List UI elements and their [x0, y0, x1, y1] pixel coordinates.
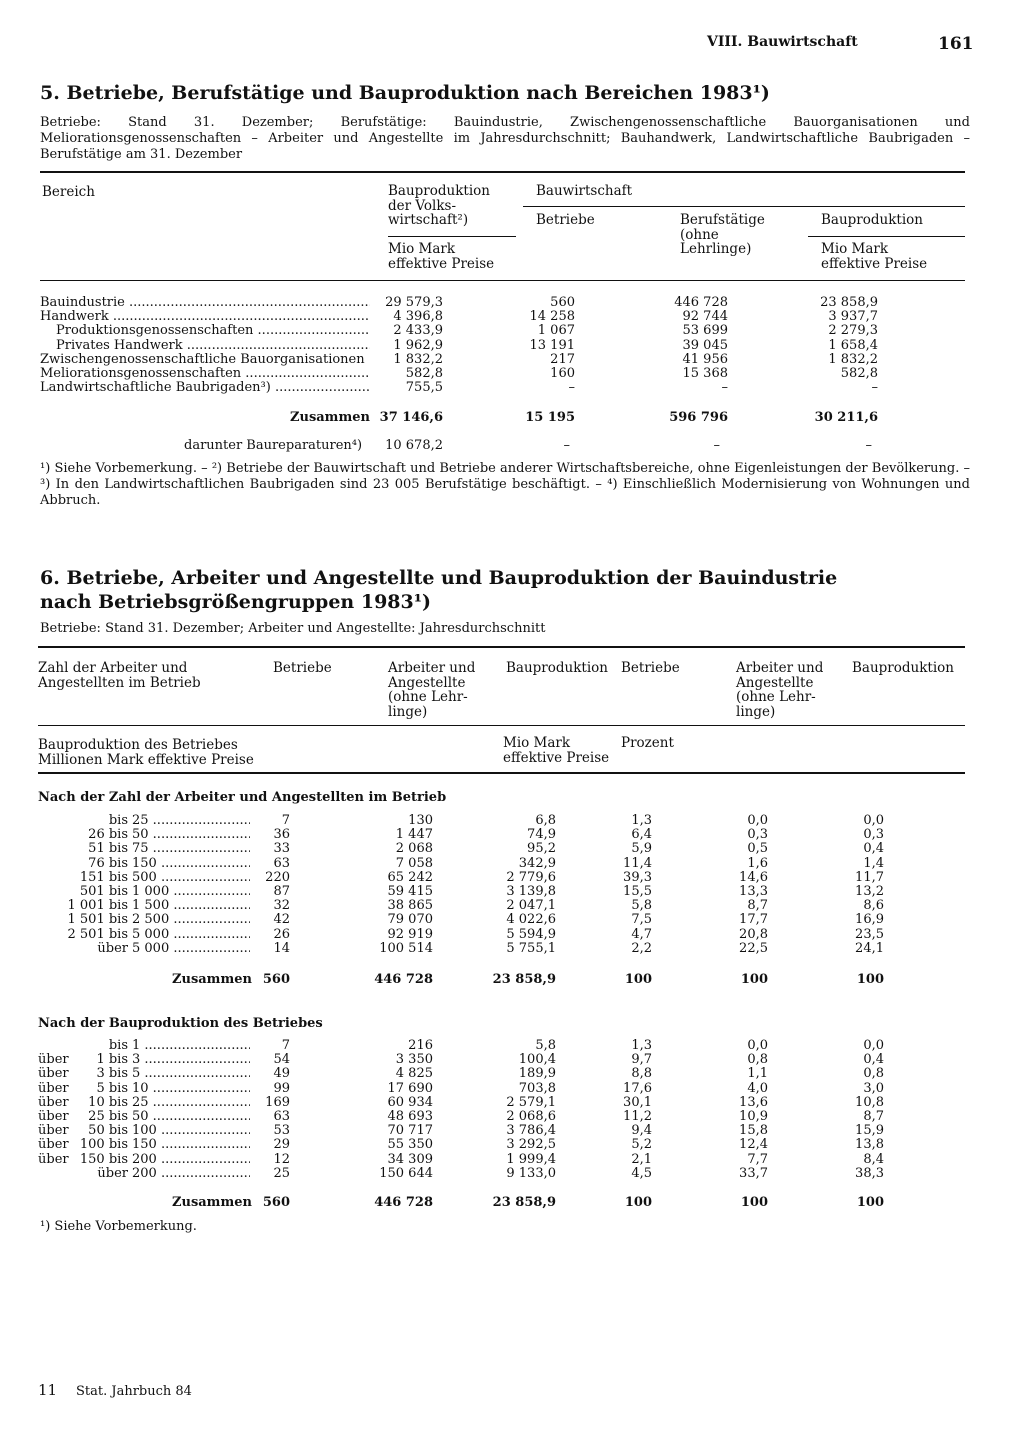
t6-g2-prefix: über: [38, 1080, 69, 1096]
t6-g1-value: 7,5: [631, 912, 652, 928]
t6-g1-to: 1 000 .....: [132, 884, 250, 899]
t6-g2-to: 3 .....: [132, 1052, 250, 1067]
t6-g2-value: 4 825: [395, 1066, 433, 1082]
t6-g2-value: 49: [273, 1066, 290, 1082]
t6-g2-value: 48 693: [387, 1109, 433, 1124]
t6-g2-value: 55 350: [387, 1137, 433, 1153]
t6-g1-value: 5,8: [631, 898, 652, 914]
t6-g1-from: 26 bis: [88, 827, 128, 843]
t6-g1-value: 92 919: [387, 926, 433, 942]
t6-g1-value: 11,7: [855, 869, 884, 885]
t6-g2-to: 5 .....: [132, 1066, 250, 1081]
t6-g2-prefix: über: [38, 1137, 69, 1153]
t6-g2-value: 12,4: [739, 1137, 768, 1153]
t6-g1-value: 1 447: [395, 827, 433, 843]
t6-g1-to: 1 500 .....: [132, 898, 250, 913]
t6-g2-total-value: 560: [262, 1195, 290, 1210]
t6-g1-from: 1 501 bis: [67, 912, 128, 928]
t6-g1-value: 15,5: [623, 884, 652, 899]
t6-g1-value: 13,3: [739, 884, 768, 899]
t6-g2-from: über: [97, 1165, 128, 1181]
t6-g2-value: 8,4: [863, 1151, 884, 1167]
t5-col-berufstaetige: Berufstätige (ohne Lehrlinge): [680, 212, 765, 257]
t6-g2-value: 3 786,4: [506, 1123, 556, 1139]
t6-g1-value: 63: [273, 855, 290, 871]
t5-total-v3: 596 796: [669, 410, 728, 425]
t6-g1-total-label: Zusammen: [172, 972, 252, 987]
t5-row-label: Bauindustrie .....: [40, 295, 370, 310]
t6-g2-value: 9,4: [631, 1123, 652, 1139]
t5-darunter-v4: –: [865, 438, 872, 453]
t6-g1-value: 5,9: [631, 841, 652, 857]
t5-row-v2: 14 258: [529, 309, 575, 325]
t5-row-label: Zwischengenossenschaftliche Bauorganisationen .....: [40, 352, 370, 367]
t6-g1-value: 4,7: [631, 926, 652, 942]
t6-g2-total-value: 23 858,9: [492, 1195, 556, 1210]
t6-col-betriebe: Betriebe: [273, 660, 332, 676]
t6-g2-value: 30,1: [623, 1094, 652, 1110]
t6-g1-to: 75 .....: [132, 841, 250, 856]
t6-g1-value: 1,4: [863, 855, 884, 871]
t6-g1-to: 150 .....: [132, 856, 250, 871]
t6-g1-from: 51 bis: [88, 841, 128, 857]
t6-g2-from: 5 bis: [96, 1080, 128, 1096]
t6-g2-value: 17 690: [387, 1080, 433, 1096]
t6-col-arbeiter-pct: Arbeiter und Angestellte (ohne Lehrlinge): [736, 660, 824, 720]
t6-g2-value: 29: [273, 1137, 290, 1153]
t5-row-v4: 1 832,2: [828, 351, 878, 367]
t6-g1-to: 25 .....: [132, 813, 250, 828]
t6-unit-mio: Mio Mark effektive Preise: [503, 735, 610, 766]
t6-g1-value: 2 779,6: [506, 869, 556, 885]
t5-row-v3: 53 699: [682, 323, 728, 339]
t5-row-v1: 4 396,8: [393, 309, 443, 325]
t6-g1-total-value: 23 858,9: [492, 972, 556, 987]
t6-g2-from: 3 bis: [96, 1066, 128, 1082]
t5-row-v3: 41 956: [682, 351, 728, 367]
t6-g2-value: 3,0: [863, 1080, 884, 1096]
t6-g1-value: 95,2: [527, 841, 556, 857]
t5-row-v1: 29 579,3: [385, 295, 443, 310]
t5-row-label: Produktionsgenossenschaften .....: [56, 323, 370, 338]
t5-darunter-v2: –: [563, 438, 570, 453]
t6-g1-value: 0,3: [747, 827, 768, 843]
t5-row-v3: 92 744: [682, 309, 728, 325]
footer-page: 11: [38, 1381, 58, 1399]
t6-g2-value: 33,7: [739, 1165, 768, 1181]
t5-row-v3: –: [721, 380, 728, 396]
t6-g1-value: 74,9: [527, 827, 556, 843]
t6-g2-value: 4,0: [747, 1080, 768, 1096]
t6-g2-prefix: über: [38, 1151, 69, 1167]
t6-g2-value: 0,4: [863, 1052, 884, 1068]
t6-g1-total-value: 100: [856, 972, 884, 987]
t5-row-v2: 217: [550, 351, 575, 367]
t6-g1-value: 33: [273, 841, 290, 857]
t5-row-v3: 15 368: [682, 366, 728, 381]
t6-g2-from: 10 bis: [88, 1094, 128, 1110]
t6-g2-value: 54: [273, 1052, 290, 1068]
t6-unit-prozent: Prozent: [621, 735, 674, 751]
t5-row-v4: 23 858,9: [820, 295, 878, 310]
t6-mid-rule: [38, 725, 965, 726]
t6-g1-value: 6,4: [631, 827, 652, 843]
t5-col-bauprod-vw: Bauproduktion der Volkswirtschaft²): [388, 183, 490, 228]
t6-g1-to: 5 000 .....: [132, 941, 250, 956]
t5-row-v1: 755,5: [405, 380, 443, 396]
t6-g2-value: 2 579,1: [506, 1094, 556, 1110]
t6-g2-to: 150 .....: [132, 1137, 250, 1152]
t6-g1-value: 32: [273, 898, 290, 914]
t6-g1-value: 87: [273, 884, 290, 899]
t6-g1-value: 5 594,9: [506, 926, 556, 942]
t5-col-bereich: Bereich: [42, 184, 95, 200]
t6-g1-from: über: [97, 940, 128, 956]
t6-g1-to: 500 .....: [132, 870, 250, 885]
t6-header-rule: [38, 772, 965, 774]
t5-row-v3: 39 045: [682, 337, 728, 353]
t6-g2-prefix: über: [38, 1109, 69, 1124]
t6-col-arbeiter: Arbeiter und Angestellte (ohne Lehrlinge): [388, 660, 476, 720]
t6-g1-value: 23,5: [855, 926, 884, 942]
t6-g1-value: 342,9: [518, 855, 556, 871]
t5-row-v1: 582,8: [405, 366, 443, 381]
t6-g1-total-value: 100: [740, 972, 768, 987]
t6-g2-value: 0,8: [863, 1066, 884, 1082]
t6-g1-value: 38 865: [387, 898, 433, 914]
table6-title-line1: 6. Betriebe, Arbeiter und Angestellte und Bauproduktion der Bauindustrie: [40, 567, 838, 589]
t6-g2-value: 703,8: [518, 1080, 556, 1096]
t5-unit-1: Mio Mark effektive Preise: [388, 241, 495, 272]
t6-col-bauproduktion-pct: Bauproduktion: [852, 660, 954, 676]
t6-g1-to: 2 500 .....: [132, 912, 250, 927]
t6-g1-value: 59 415: [387, 884, 433, 899]
t6-g2-value: 150 644: [379, 1165, 433, 1181]
t6-g1-title: Nach der Zahl der Arbeiter und Angestellten im Betrieb: [38, 790, 447, 805]
t6-g1-value: 24,1: [855, 940, 884, 956]
t6-g1-value: 2 068: [395, 841, 433, 857]
t6-col-bauproduktion: Bauproduktion: [506, 660, 608, 676]
t6-g2-value: 10,8: [855, 1094, 884, 1110]
t6-g2-value: 0,8: [747, 1052, 768, 1068]
t5-row-v2: –: [568, 380, 575, 396]
t6-g2-value: 9,7: [631, 1052, 652, 1068]
t5-unit-rule-2: [808, 236, 965, 237]
t6-g1-value: 130: [408, 813, 433, 828]
t6-g1-value: 8,7: [747, 898, 768, 914]
t6-g2-value: 1,1: [747, 1066, 768, 1082]
t5-row-label: Landwirtschaftliche Baubrigaden³) .....: [40, 380, 370, 395]
t5-row-v2: 13 191: [529, 337, 575, 353]
table5-footnote: ¹) Siehe Vorbemerkung. – ²) Betriebe der Bauwirtschaft und Betriebe anderer Wirtschaftsbereiche, ohne Eigenleistungen der Bevölkerung. – ³) In den Landwirtschaftlichen Baubrigaden sind 23 005 Berufstätige beschäftigt. – ⁴) Einschließlich Modernisierung von Wohnungen und Abbruch.: [40, 461, 970, 508]
t6-g2-prefix: über: [38, 1052, 69, 1068]
t6-g2-value: 189,9: [518, 1066, 556, 1082]
t6-g1-value: 0,0: [747, 813, 768, 828]
t6-g2-prefix: über: [38, 1094, 69, 1110]
t6-g1-from: 151 bis: [79, 869, 128, 885]
t6-g2-value: 5,8: [535, 1038, 556, 1053]
t5-row-label: Handwerk .....: [40, 309, 370, 324]
t6-g2-value: 4,5: [631, 1165, 652, 1181]
t6-g1-value: 26: [273, 926, 290, 942]
t6-g2-value: 38,3: [855, 1165, 884, 1181]
t6-g1-total-value: 446 728: [374, 972, 433, 987]
t6-g2-value: 100,4: [518, 1052, 556, 1068]
t6-g1-total-value: 100: [624, 972, 652, 987]
t5-row-label: Privates Handwerk .....: [56, 338, 370, 353]
t6-g2-value: 15,9: [855, 1123, 884, 1139]
t6-g2-value: 70 717: [387, 1123, 433, 1139]
t5-row-v1: 1 962,9: [393, 337, 443, 353]
t6-g1-from: 501 bis: [79, 884, 128, 899]
t6-g1-value: 1,6: [747, 855, 768, 871]
t6-g2-to: 10 .....: [132, 1081, 250, 1096]
t6-g2-value: 7,7: [747, 1151, 768, 1167]
t6-g2-value: 12: [273, 1151, 290, 1167]
t6-g1-value: 4 022,6: [506, 912, 556, 928]
page-number: 161: [938, 34, 974, 54]
t5-col-bauwirtschaft: Bauwirtschaft: [536, 183, 633, 199]
t6-g2-value: 3 292,5: [506, 1137, 556, 1153]
t6-g2-value: 11,2: [623, 1109, 652, 1124]
t6-g1-value: 36: [273, 827, 290, 843]
t6-g1-value: 7 058: [395, 855, 433, 871]
t6-g1-value: 0,4: [863, 841, 884, 857]
t6-g2-value: 8,7: [863, 1109, 884, 1124]
t6-g2-value: 9 133,0: [506, 1165, 556, 1181]
t5-col-bauproduktion: Bauproduktion: [821, 212, 923, 228]
t6-g2-total-value: 446 728: [374, 1195, 433, 1210]
t6-g1-value: 11,4: [623, 855, 652, 871]
t6-g2-from: 150 bis: [79, 1151, 128, 1167]
t6-g1-value: 39,3: [623, 869, 652, 885]
t6-g1-value: 2 047,1: [506, 898, 556, 914]
t6-g2-value: 13,8: [855, 1137, 884, 1153]
t6-g1-value: 0,0: [863, 813, 884, 828]
t6-g2-to: 200 .....: [132, 1166, 250, 1181]
table5-title: 5. Betriebe, Berufstätige und Bauproduktion nach Bereichen 1983¹): [40, 82, 770, 104]
t6-g2-value: 25: [273, 1165, 290, 1181]
t6-g2-value: 0,0: [747, 1038, 768, 1053]
t6-g1-value: 79 070: [387, 912, 433, 928]
t5-total-v1: 37 146,6: [379, 410, 443, 425]
t6-g1-from: bis: [108, 813, 128, 828]
t6-g1-value: 7: [281, 813, 290, 828]
t6-g2-to: 200 .....: [132, 1152, 250, 1167]
t6-g2-value: 10,9: [739, 1109, 768, 1124]
t5-row-label: Meliorationsgenossenschaften .....: [40, 366, 370, 381]
t6-g2-value: 13,6: [739, 1094, 768, 1110]
t6-g2-total-value: 100: [856, 1195, 884, 1210]
section-header: VIII. Bauwirtschaft: [707, 34, 858, 50]
table6-title-line2: nach Betriebsgrößengruppen 1983¹): [40, 591, 432, 613]
t6-g2-value: 169: [265, 1094, 290, 1110]
t6-g1-total-value: 560: [262, 972, 290, 987]
t6-g2-title: Nach der Bauproduktion des Betriebes: [38, 1016, 323, 1031]
t6-g2-value: 99: [273, 1080, 290, 1096]
t5-row-v2: 160: [550, 366, 575, 381]
t5-row-v4: 1 658,4: [828, 337, 878, 353]
t6-g2-from: 50 bis: [88, 1123, 128, 1139]
t5-row-v4: 582,8: [840, 366, 878, 381]
table6-top-rule: [38, 646, 965, 648]
t6-g2-to: 25 .....: [132, 1095, 250, 1110]
t6-g2-to: 50 .....: [132, 1109, 250, 1124]
t5-row-v4: 2 279,3: [828, 323, 878, 339]
t5-row-v2: 560: [550, 295, 575, 310]
t6-g1-value: 17,7: [739, 912, 768, 928]
t6-g2-from: 100 bis: [79, 1137, 128, 1153]
t6-g2-total-value: 100: [624, 1195, 652, 1210]
t6-g2-value: 1 999,4: [506, 1151, 556, 1167]
t6-g1-value: 0,3: [863, 827, 884, 843]
t5-darunter-v1: 10 678,2: [385, 438, 443, 453]
t6-col-betriebe-pct: Betriebe: [621, 660, 680, 676]
t6-g2-from: 1 bis: [96, 1052, 128, 1068]
t6-g1-value: 8,6: [863, 898, 884, 914]
t6-g2-from: 25 bis: [88, 1109, 128, 1124]
t6-g2-value: 2 068,6: [506, 1109, 556, 1124]
t5-darunter-v3: –: [713, 438, 720, 453]
t6-g2-total-value: 100: [740, 1195, 768, 1210]
t6-g2-value: 34 309: [387, 1151, 433, 1167]
table6-footnote: ¹) Siehe Vorbemerkung.: [40, 1219, 197, 1234]
t6-g1-value: 3 139,8: [506, 884, 556, 899]
t6-g1-value: 5 755,1: [506, 940, 556, 956]
t5-row-v3: 446 728: [674, 295, 728, 310]
t6-g2-value: 0,0: [863, 1038, 884, 1053]
t6-g2-value: 8,8: [631, 1066, 652, 1082]
t6-col-bauprod-betrieb: Bauproduktion des Betriebes Millionen Mark effektive Preise: [38, 737, 254, 768]
t5-total-label: Zusammen: [290, 410, 370, 425]
t5-row-v1: 1 832,2: [393, 351, 443, 367]
t6-g2-value: 1,3: [631, 1038, 652, 1053]
t6-g1-to: 5 000 .....: [132, 927, 250, 942]
t6-g1-value: 6,8: [535, 813, 556, 828]
t6-g1-from: 1 001 bis: [67, 898, 128, 914]
t5-total-v4: 30 211,6: [814, 410, 878, 425]
t6-g1-value: 42: [273, 912, 290, 928]
t6-g1-value: 100 514: [379, 940, 433, 956]
t5-row-v4: –: [871, 380, 878, 396]
t6-g1-value: 0,5: [747, 841, 768, 857]
table5-intro: Betriebe: Stand 31. Dezember; Berufstätige: Bauindustrie, Zwischengenossenschaftliche Bauorganisationen und Meliorationsgenossenschaften – Arbeiter und Angestellte im Jahresdurchschnitt; Bauhandwerk, Landwirtschaftliche Baubrigaden – Berufstätige am 31. Dezember: [40, 115, 970, 162]
t6-g2-value: 5,2: [631, 1137, 652, 1153]
t6-g1-to: 50 .....: [132, 827, 250, 842]
t6-g2-value: 63: [273, 1109, 290, 1124]
t6-g1-value: 2,2: [631, 940, 652, 956]
t5-bauwirtschaft-rule: [523, 206, 965, 207]
t6-g1-value: 1,3: [631, 813, 652, 828]
t5-col-betriebe: Betriebe: [536, 212, 595, 228]
t6-g2-to: 1 .....: [132, 1038, 250, 1053]
t6-g2-from: bis: [108, 1038, 128, 1053]
t6-g1-value: 13,2: [855, 884, 884, 899]
t5-header-rule: [40, 280, 965, 281]
t6-g2-value: 17,6: [623, 1080, 652, 1096]
table5-top-rule: [40, 171, 965, 173]
t6-g2-total-label: Zusammen: [172, 1195, 252, 1210]
t5-unit-rule-1: [388, 236, 516, 237]
t6-g2-to: 100 .....: [132, 1123, 250, 1138]
t5-total-v2: 15 195: [525, 410, 575, 425]
t6-g2-value: 3 350: [395, 1052, 433, 1068]
t5-row-v1: 2 433,9: [393, 323, 443, 339]
t6-col-zahl: Zahl der Arbeiter und Angestellten im Betrieb: [38, 660, 201, 691]
t6-g1-value: 65 242: [387, 869, 433, 885]
t5-unit-2: Mio Mark effektive Preise: [821, 241, 928, 272]
t6-g1-value: 22,5: [739, 940, 768, 956]
t6-g2-value: 60 934: [387, 1094, 433, 1110]
t5-darunter-label: darunter Baureparaturen⁴): [184, 438, 363, 453]
t6-g1-value: 14,6: [739, 869, 768, 885]
t6-g2-value: 15,8: [739, 1123, 768, 1139]
t5-row-v2: 1 067: [537, 323, 575, 339]
t6-g2-value: 7: [281, 1038, 290, 1053]
t6-g1-from: 2 501 bis: [67, 926, 128, 942]
t6-g1-value: 220: [265, 869, 290, 885]
t6-g1-value: 14: [273, 940, 290, 956]
table6-intro: Betriebe: Stand 31. Dezember; Arbeiter und Angestellte: Jahresdurchschnitt: [40, 621, 546, 636]
t6-g2-prefix: über: [38, 1123, 69, 1139]
t6-g1-value: 20,8: [739, 926, 768, 942]
t5-row-v4: 3 937,7: [828, 309, 878, 325]
t6-g1-from: 76 bis: [88, 855, 128, 871]
t6-g1-value: 16,9: [855, 912, 884, 928]
t6-g2-value: 2,1: [631, 1151, 652, 1167]
t6-g2-value: 53: [273, 1123, 290, 1139]
footer-source: Stat. Jahrbuch 84: [76, 1384, 192, 1399]
t6-g2-value: 216: [408, 1038, 433, 1053]
t6-g2-prefix: über: [38, 1066, 69, 1082]
